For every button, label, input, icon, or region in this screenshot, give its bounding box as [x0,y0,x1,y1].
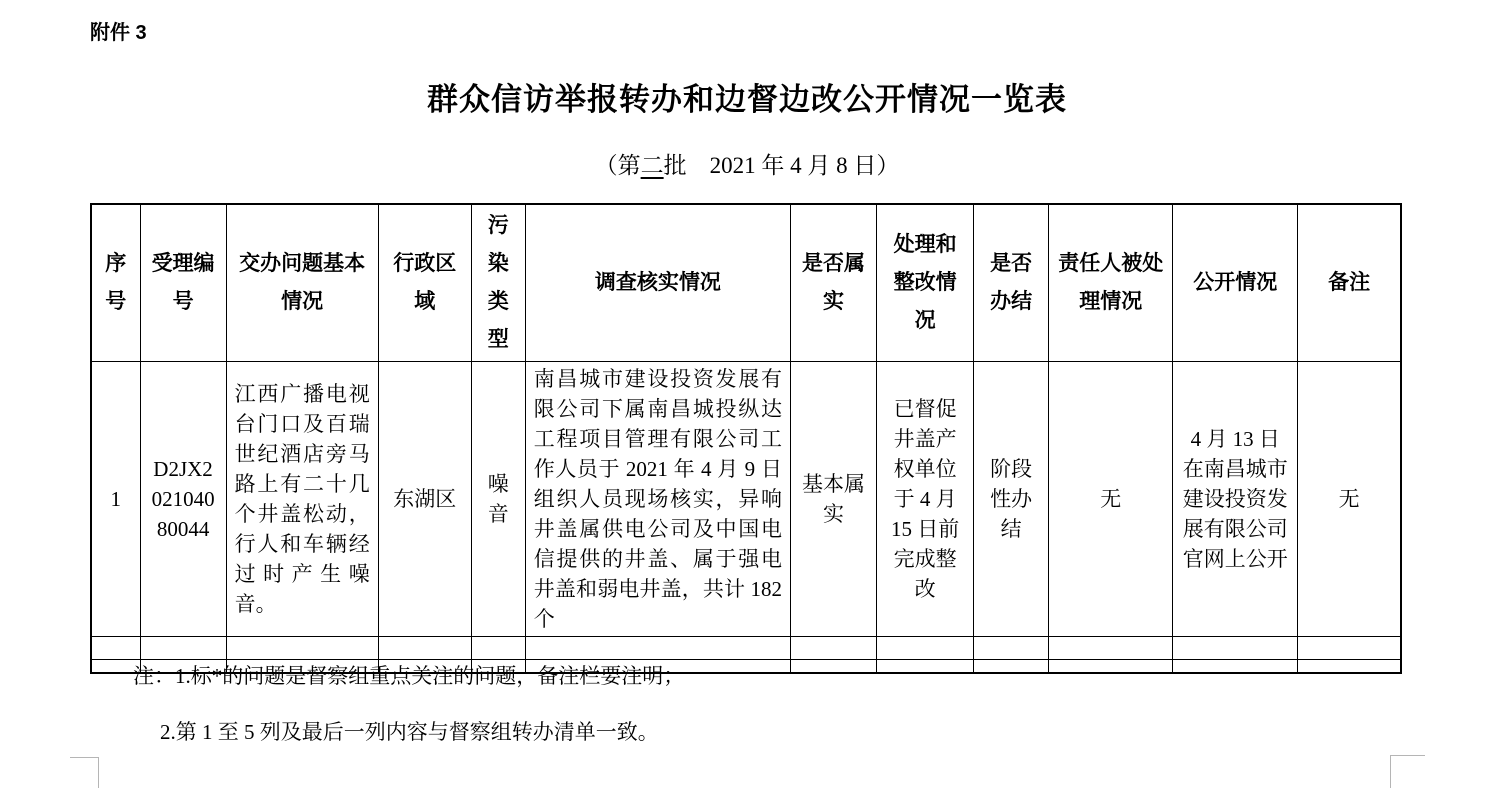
col-header-problem: 交办问题基本情况 [226,204,378,362]
footnote-1: 注：1.标*的问题是督察组重点关注的问题，备注栏要注明； [133,664,685,688]
footnote-2: 2.第 1 至 5 列及最后一列内容与督察组转办清单一致。 [160,720,659,744]
subtitle-prefix: （第 [594,153,641,178]
col-header-rectification: 处理和整改情况 [877,204,974,362]
cell-remarks: 无 [1298,362,1401,637]
attachment-label: 附件 3 [90,22,147,44]
col-header-concluded: 是否办结 [974,204,1049,362]
subtitle-batch-number: 二 [640,153,664,178]
cell-disclosure: 4 月 13 日在南昌城市建设投资发展有限公司官网上公开 [1173,362,1298,637]
col-header-disclosure: 公开情况 [1173,204,1298,362]
cell-pollution-type: 噪音 [471,362,525,637]
cell-concluded: 阶段性办结 [974,362,1049,637]
page-subtitle [0,147,1494,180]
cell-case-no: D2JX202104080044 [140,362,226,637]
col-header-verified: 是否属实 [790,204,876,362]
cell-district: 东湖区 [378,362,471,637]
cell-seq: 1 [91,362,140,637]
col-header-investigation: 调查核实情况 [525,204,790,362]
col-header-district: 行政区域 [378,204,471,362]
cell-investigation: 南昌城市建设投资发展有限公司下属南昌城投纵达工程项目管理有限公司工作人员于 2021 年 4 月 9 日组织人员现场核实，异响井盖属供电公司及中国电信提供的井盖、属于强电井盖和弱电井盖，共计 182 个 [525,362,790,637]
page-title: 群众信访举报转办和边督边改公开情况一览表 [427,82,1067,117]
text-boundary-mark-right [1390,755,1425,788]
col-header-accountability: 责任人被处理情况 [1049,204,1173,362]
cell-verified: 基本属实 [790,362,876,637]
cell-problem: 江西广播电视台门口及百瑞世纪酒店旁马路上有二十几个井盖松动，行人和车辆经过时产生噪音。 [226,362,378,637]
col-header-case-no: 受理编号 [140,204,226,362]
subtitle-suffix: 批 2021 年 4 月 8 日） [663,153,900,178]
text-boundary-mark-left [70,757,99,788]
table-header-row [91,204,1401,362]
col-header-seq: 序号 [91,204,140,362]
col-header-remarks: 备注 [1298,204,1401,362]
empty-row [91,637,1401,660]
cell-accountability: 无 [1049,362,1173,637]
disclosure-table [90,203,1402,674]
col-header-pollution-type: 污染类型 [471,204,525,362]
table-row [91,362,1401,637]
cell-rectification: 已督促井盖产权单位于 4 月 15 日前完成整改 [877,362,974,637]
